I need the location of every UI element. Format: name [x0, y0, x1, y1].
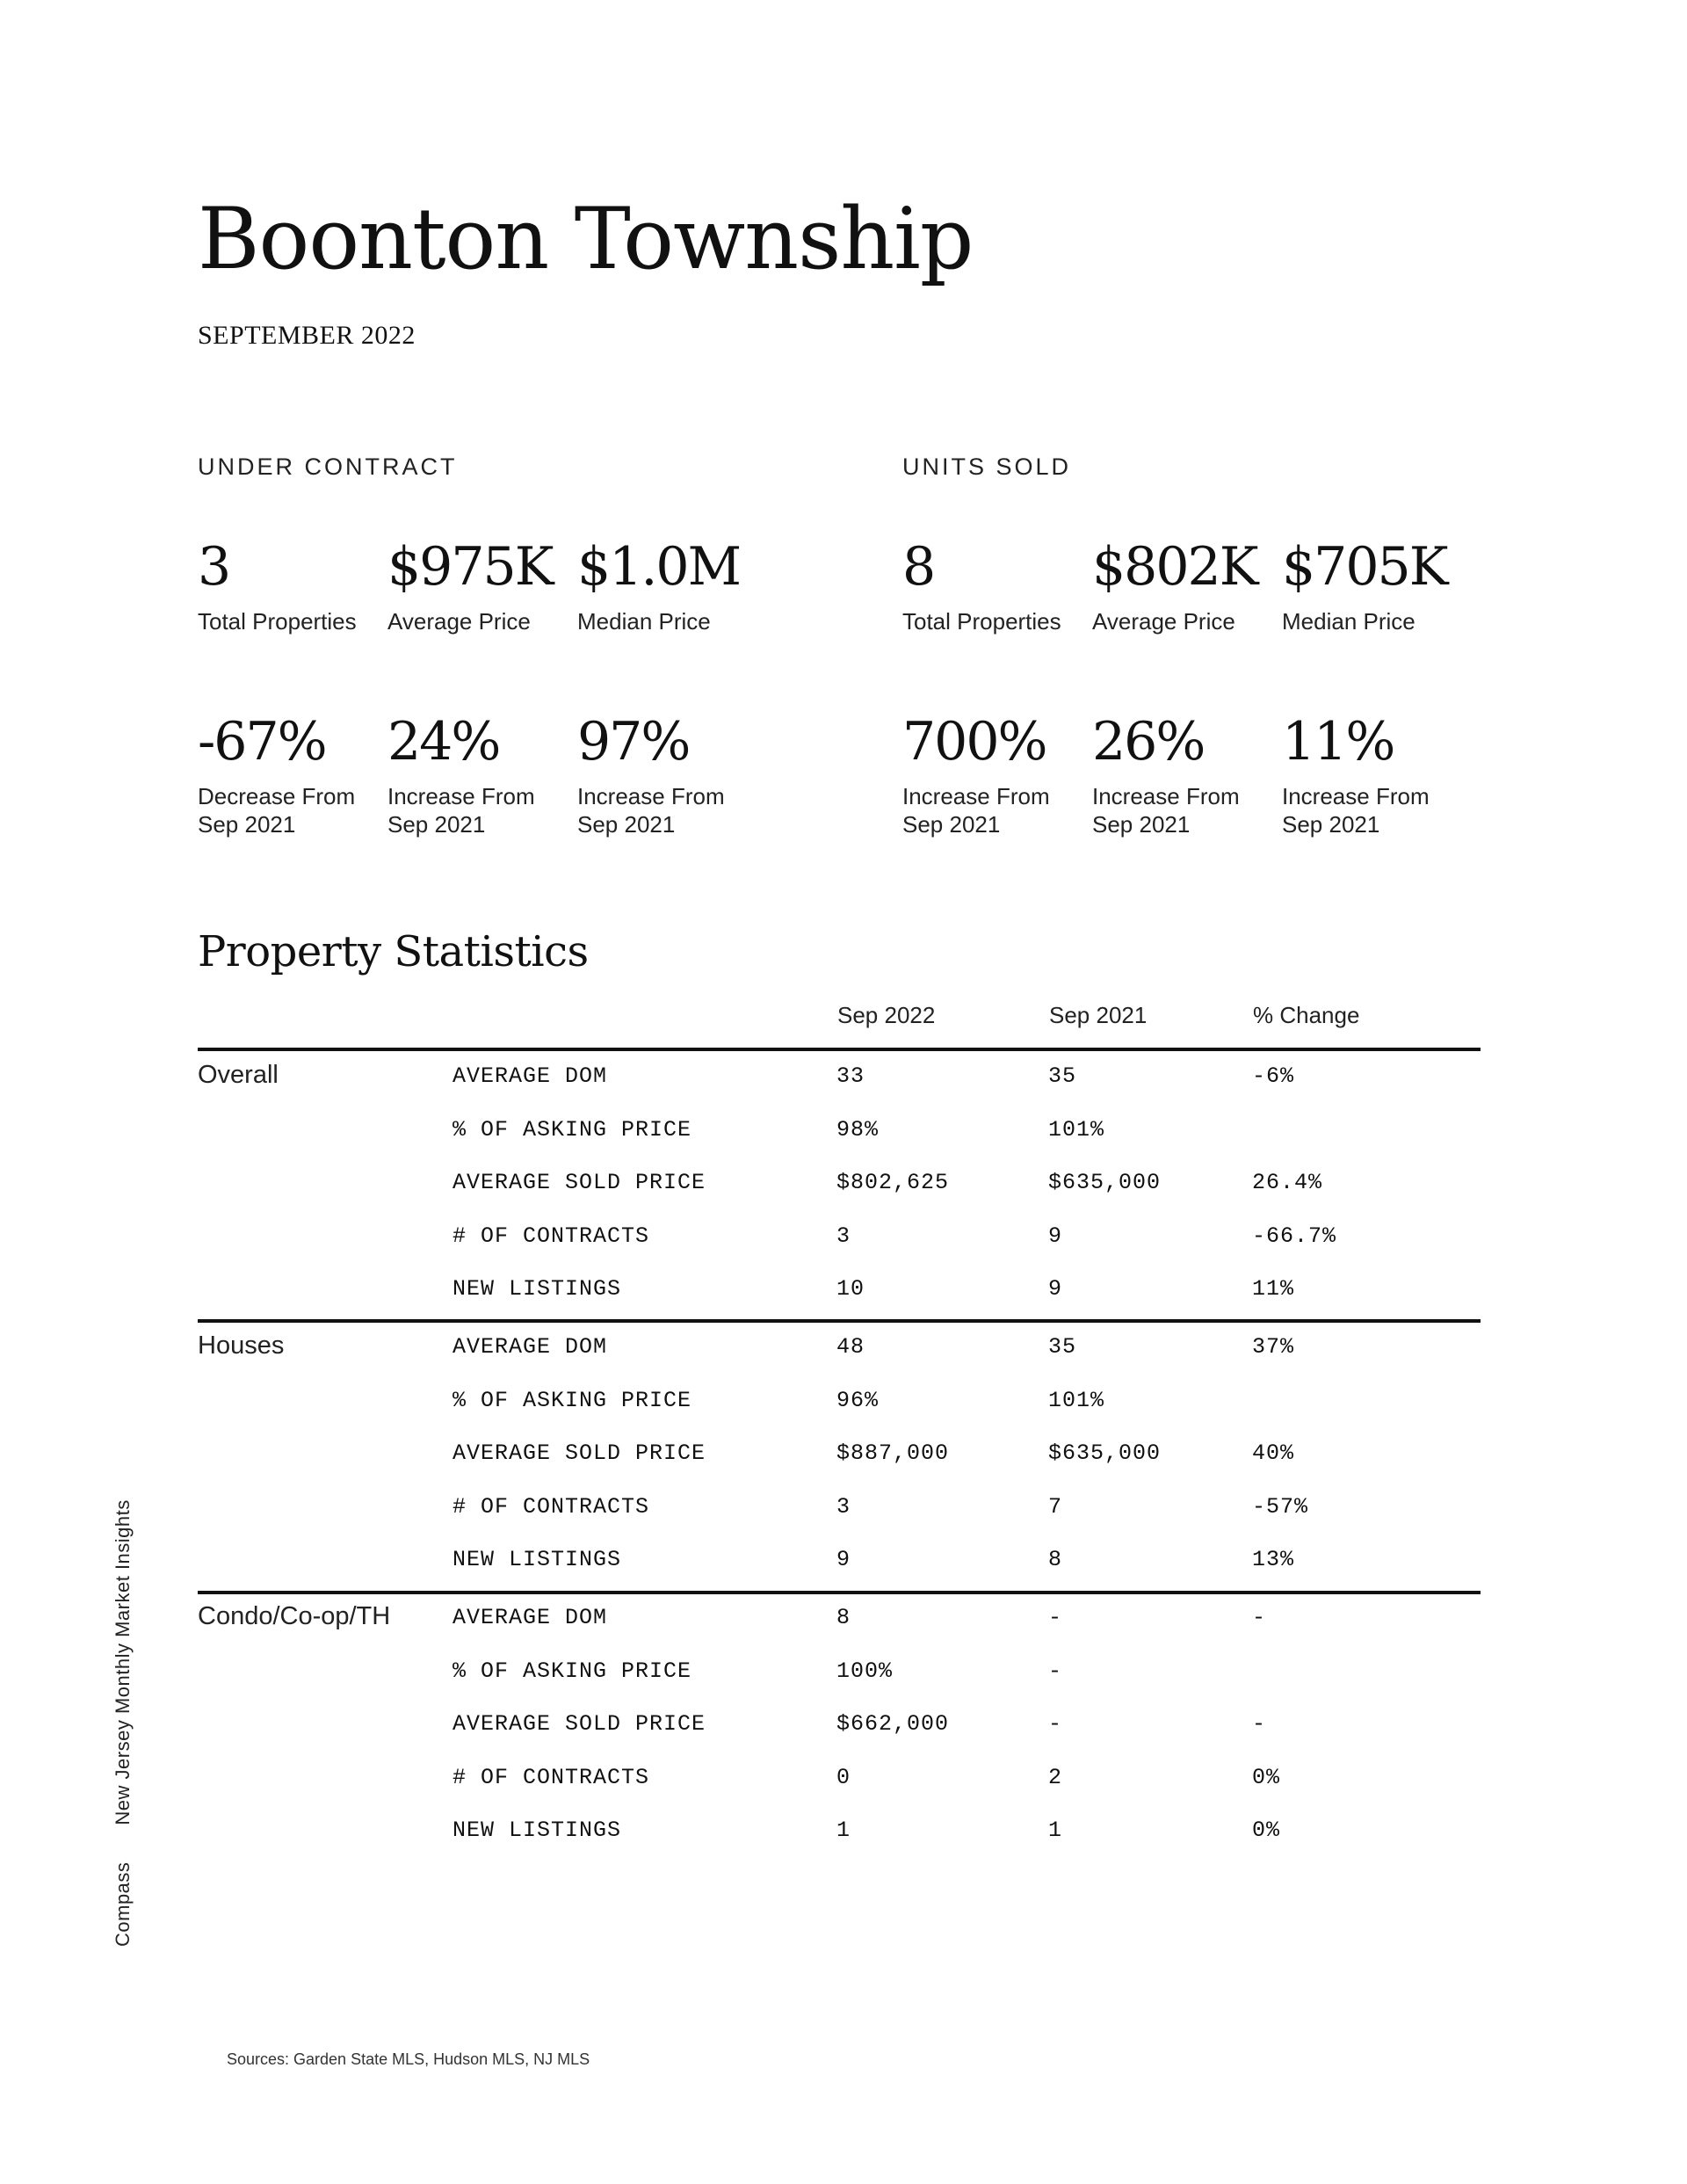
- stat-label: Total Properties: [198, 608, 357, 635]
- percent-change-cell: 40%: [1252, 1440, 1295, 1466]
- percent-change-cell: 13%: [1252, 1547, 1295, 1572]
- percent-change-cell: 0%: [1252, 1818, 1281, 1843]
- sep-2022-cell: 3: [836, 1493, 851, 1520]
- stat-value: 97%: [577, 711, 690, 773]
- publication-name: New Jersey Monthly Market Insights: [112, 1499, 134, 1825]
- percent-change-cell: -: [1252, 1605, 1267, 1630]
- metric-cell: % OF ASKING PRICE: [453, 1658, 692, 1684]
- metric-cell: AVERAGE DOM: [453, 1063, 608, 1089]
- sep-2021-cell: -: [1048, 1605, 1063, 1630]
- sep-2022-cell: 33: [836, 1063, 865, 1089]
- sep-2021-cell: -: [1048, 1658, 1063, 1684]
- sep-2021-cell: 35: [1048, 1334, 1077, 1360]
- sep-2021-cell: 101%: [1048, 1387, 1105, 1413]
- stat-value: 11%: [1282, 711, 1394, 773]
- us-total-properties: [902, 536, 1091, 635]
- metric-cell: AVERAGE SOLD PRICE: [453, 1440, 706, 1466]
- stat-label: Increase From Sep 2021: [577, 783, 725, 838]
- percent-change-cell: -57%: [1252, 1493, 1309, 1520]
- sep-2021-cell: 9: [1048, 1223, 1063, 1249]
- stat-value: 700%: [902, 711, 1046, 773]
- sep-2022-cell: $802,625: [836, 1170, 950, 1195]
- us-median-change: [1282, 711, 1471, 838]
- metric-cell: # OF CONTRACTS: [453, 1764, 650, 1790]
- sep-2021-cell: $635,000: [1048, 1170, 1162, 1195]
- percent-change-cell: -66.7%: [1252, 1223, 1337, 1249]
- sep-2021-cell: 35: [1048, 1063, 1077, 1089]
- sep-2022-cell: $887,000: [836, 1440, 950, 1466]
- stat-value: 24%: [387, 711, 500, 773]
- percent-change-cell: -: [1252, 1711, 1267, 1737]
- side-caption: [112, 1462, 134, 1947]
- stat-value: $705K: [1282, 536, 1447, 598]
- metric-cell: AVERAGE SOLD PRICE: [453, 1170, 706, 1195]
- stat-value: $802K: [1092, 536, 1257, 598]
- units-sold-heading: UNITS SOLD: [902, 453, 1072, 480]
- stat-label: Decrease From Sep 2021: [198, 783, 356, 838]
- table-divider: [198, 1591, 1481, 1594]
- sep-2022-cell: 1: [836, 1818, 851, 1843]
- stat-label: Average Price: [387, 608, 531, 635]
- stat-label: Increase From Sep 2021: [902, 783, 1050, 838]
- table-divider: [198, 1319, 1481, 1323]
- uc-median-change: [577, 711, 766, 838]
- us-total-change: [902, 711, 1091, 838]
- sep-2021-cell: 2: [1048, 1764, 1063, 1790]
- sep-2022-cell: 100%: [836, 1658, 894, 1684]
- stat-value: 8: [902, 536, 935, 598]
- percent-change-cell: -6%: [1252, 1063, 1295, 1089]
- sep-2022-cell: 9: [836, 1547, 851, 1572]
- stat-value: $1.0M: [577, 536, 741, 598]
- percent-change-cell: 0%: [1252, 1764, 1281, 1790]
- stat-label: Total Properties: [902, 608, 1061, 635]
- sep-2021-cell: 7: [1048, 1493, 1063, 1520]
- uc-total-change: [198, 711, 387, 838]
- percent-change-cell: 26.4%: [1252, 1170, 1323, 1195]
- percent-change-cell: 37%: [1252, 1334, 1295, 1360]
- column-header-sep-2021: Sep 2021: [1049, 1002, 1148, 1028]
- metric-cell: # OF CONTRACTS: [453, 1223, 650, 1249]
- percent-change-cell: 11%: [1252, 1276, 1295, 1302]
- sep-2021-cell: $635,000: [1048, 1440, 1162, 1466]
- sep-2021-cell: 9: [1048, 1276, 1063, 1302]
- sep-2022-cell: 96%: [836, 1387, 880, 1413]
- stat-label: Median Price: [577, 608, 711, 635]
- uc-average-price: [387, 536, 576, 635]
- sep-2022-cell: 48: [836, 1334, 865, 1360]
- column-header-percent-change: % Change: [1253, 1002, 1360, 1028]
- us-average-change: [1092, 711, 1281, 838]
- sep-2022-cell: 0: [836, 1764, 851, 1790]
- stat-label: Median Price: [1282, 608, 1415, 635]
- sources-note: Sources: Garden State MLS, Hudson MLS, NJ MLS: [227, 2050, 590, 2068]
- stat-value: -67%: [198, 711, 326, 773]
- metric-cell: AVERAGE SOLD PRICE: [453, 1711, 706, 1737]
- stat-label: Increase From Sep 2021: [1092, 783, 1240, 838]
- column-header-sep-2022: Sep 2022: [837, 1002, 936, 1028]
- uc-average-change: [387, 711, 576, 838]
- metric-cell: AVERAGE DOM: [453, 1334, 608, 1360]
- metric-cell: NEW LISTINGS: [453, 1547, 622, 1572]
- metric-cell: # OF CONTRACTS: [453, 1493, 650, 1520]
- sep-2022-cell: 10: [836, 1276, 865, 1302]
- us-median-price: [1282, 536, 1471, 635]
- page-title: Boonton Township: [198, 190, 974, 288]
- metric-cell: AVERAGE DOM: [453, 1605, 608, 1630]
- metric-cell: NEW LISTINGS: [453, 1818, 622, 1843]
- sep-2021-cell: 8: [1048, 1547, 1063, 1572]
- sep-2022-cell: 98%: [836, 1116, 880, 1143]
- stat-label: Increase From Sep 2021: [387, 783, 535, 838]
- uc-total-properties: [198, 536, 387, 635]
- us-average-price: [1092, 536, 1281, 635]
- stat-value: 3: [198, 536, 230, 598]
- stat-label: Average Price: [1092, 608, 1235, 635]
- group-label: Overall: [198, 1061, 279, 1089]
- stat-value: 26%: [1092, 711, 1205, 773]
- sep-2022-cell: $662,000: [836, 1711, 950, 1737]
- metric-cell: % OF ASKING PRICE: [453, 1387, 692, 1413]
- report-month: SEPTEMBER 2022: [198, 321, 416, 350]
- group-label: Houses: [198, 1331, 285, 1360]
- stat-label: Increase From Sep 2021: [1282, 783, 1430, 838]
- uc-median-price: [577, 536, 766, 635]
- sep-2021-cell: 1: [1048, 1818, 1063, 1843]
- metric-cell: % OF ASKING PRICE: [453, 1116, 692, 1143]
- sep-2022-cell: 8: [836, 1605, 851, 1630]
- metric-cell: NEW LISTINGS: [453, 1276, 622, 1302]
- group-label: Condo/Co-op/TH: [198, 1602, 391, 1630]
- sep-2021-cell: -: [1048, 1711, 1063, 1737]
- under-contract-heading: UNDER CONTRACT: [198, 453, 458, 480]
- brand-name: Compass: [112, 1861, 134, 1947]
- table-divider: [198, 1048, 1481, 1051]
- sep-2022-cell: 3: [836, 1223, 851, 1249]
- stat-value: $975K: [387, 536, 553, 598]
- sep-2021-cell: 101%: [1048, 1116, 1105, 1143]
- property-statistics-title: Property Statistics: [198, 927, 589, 976]
